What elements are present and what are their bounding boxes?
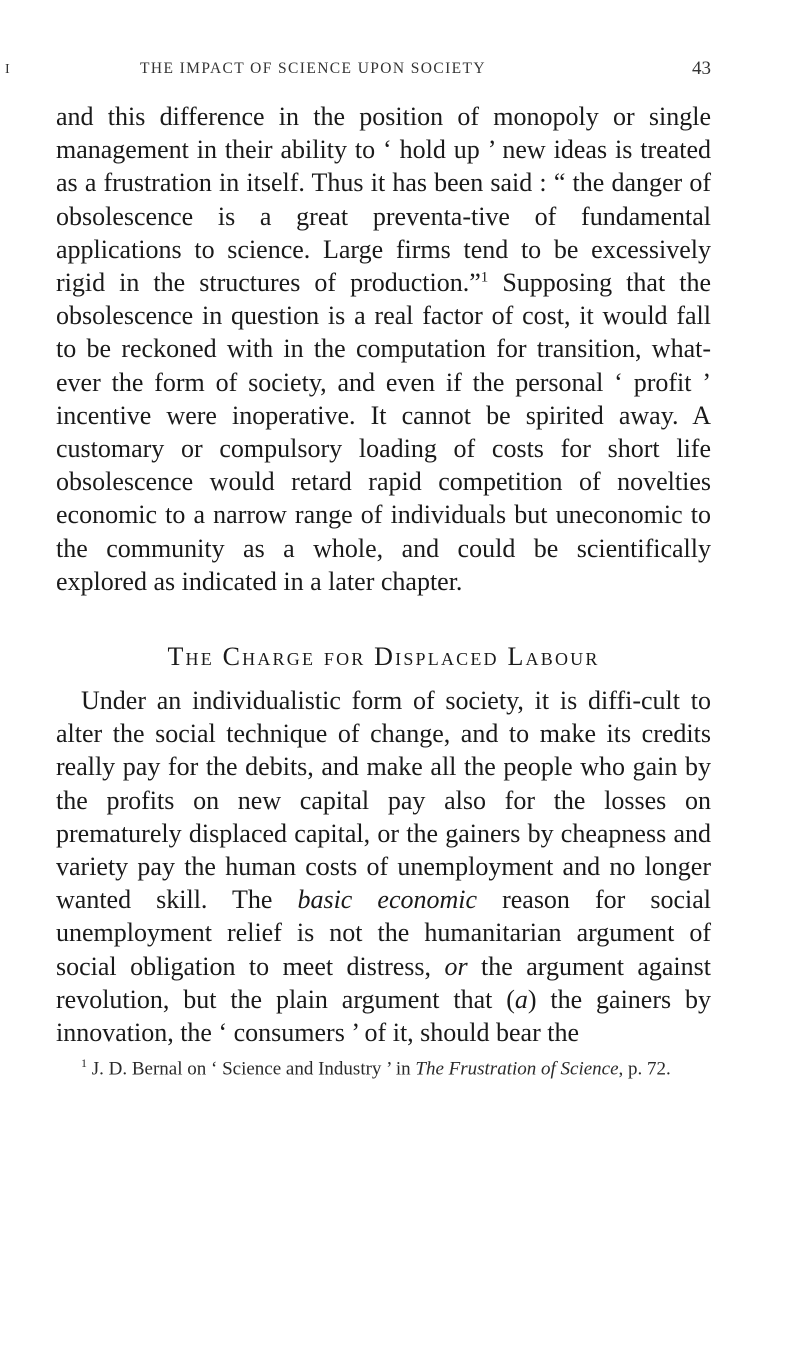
paragraph-text: ) the gainers by innovation, the ‘ consumers ’ of it, should bear the (56, 984, 711, 1048)
paragraph-text: and this difference in the position of monopoly or single management in their ability to ‘ hold up ’ new ideas is treated as a frustration in itself. Thus it has been said : “ the danger of obsolescence is a great preventa-tive of fundamental applications to science. Large firms tend to be excessively rigid in the structures of production.” (56, 102, 711, 298)
running-title: THE IMPACT OF SCIENCE UPON SOCIETY (140, 60, 487, 77)
section-heading: The Charge for Displaced Labour (167, 642, 600, 672)
footnote-ref: 1 (480, 269, 489, 286)
page-number: 43 (692, 58, 711, 79)
paragraph-text: the argument against revolution, but the plain argument that ( (56, 951, 711, 1014)
footnote-title: The Frustration of Science (415, 1058, 619, 1080)
book-page (5, 58, 711, 1082)
italic-text: basic economic (297, 885, 478, 915)
footnote (56, 1051, 711, 1081)
footnote-marker: 1 (81, 1056, 87, 1071)
paragraph-text: reason for social unemployment relief is not the humanitarian argument of social obligation to meet distress, (56, 885, 711, 981)
footnote-text: J. D. Bernal on ‘ Science and Industry ’ in (87, 1058, 416, 1080)
paragraph-displaced-labour (56, 684, 711, 1049)
italic-text: or (444, 951, 468, 981)
footnote-tail: , p. 72. (618, 1058, 671, 1080)
paragraph-obsolescence (56, 100, 711, 598)
chapter-number: I (5, 62, 12, 77)
italic-text: a (514, 984, 528, 1014)
paragraph-text: Under an individualistic form of society, it is diffi-cult to alter the social technique of change, and to make its credits really pay for the debits, and make all the people who gain by the profits on new capital pay also for the losses on prematurely displaced capital, or the gainers by cheapness and variety pay the human costs of unemployment and no longer wanted skill. The (56, 686, 711, 915)
running-head (5, 58, 711, 90)
paragraph-text: Supposing that the obsolescence in question is a real factor of cost, it would fall to be reckoned with in the computation for transition, what-ever the form of society, and even if the personal ‘ profit ’ incentive were inoperative. It cannot be spirited away. A customary or compulsory loading of costs for short life obsolescence would retard rapid competition of novelties economic to a narrow range of individuals but uneconomic to the community as a whole, and could be scientifically explored as indicated in a later chapter. (56, 268, 711, 596)
